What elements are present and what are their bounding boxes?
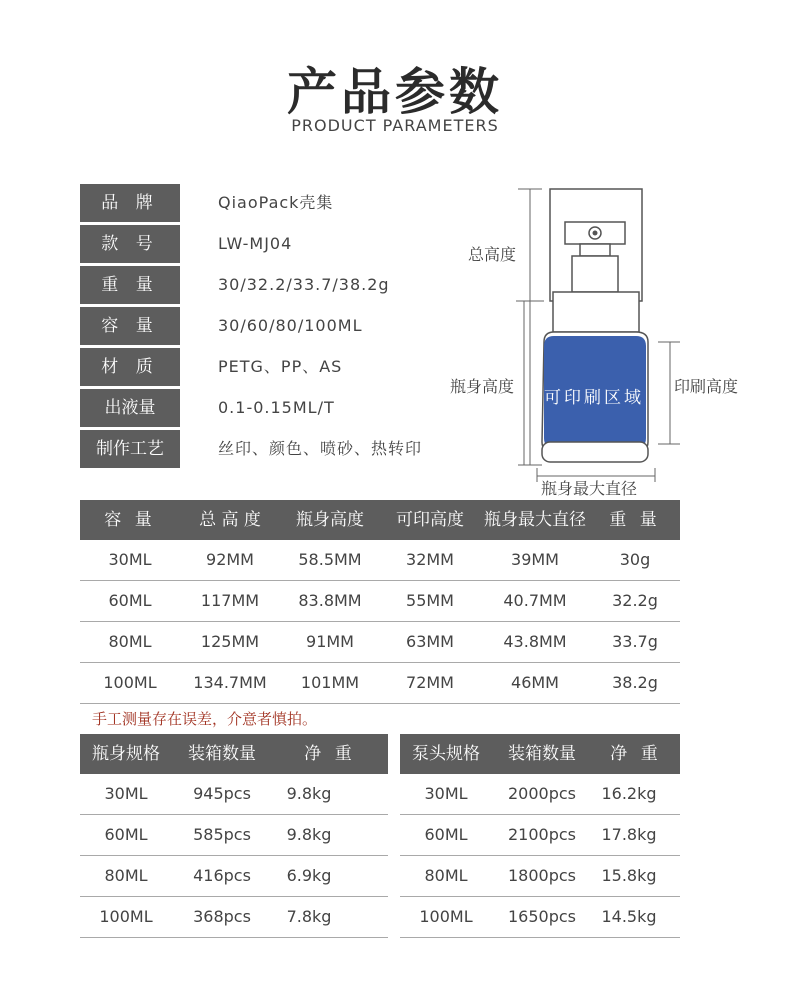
spec-label: 款 号 bbox=[80, 225, 180, 263]
bottle-diagram bbox=[440, 180, 770, 500]
table-cell: 9.8kg bbox=[286, 825, 332, 844]
table-cell: 33.7g bbox=[612, 632, 658, 651]
table-cell: 15.8kg bbox=[601, 866, 657, 885]
spec-row-model bbox=[80, 225, 440, 263]
table-cell: 80ML bbox=[104, 866, 148, 885]
column-header: 瓶身高度 bbox=[296, 510, 364, 530]
table-cell: 30ML bbox=[108, 550, 152, 569]
table-cell: 40.7MM bbox=[503, 591, 567, 610]
table-cell: 2000pcs bbox=[507, 784, 576, 803]
spec-row-material bbox=[80, 348, 440, 386]
table-cell: 32.2g bbox=[612, 591, 658, 610]
table-cell: 100ML bbox=[419, 907, 473, 926]
table-cell: 6.9kg bbox=[286, 866, 332, 885]
spec-row-output bbox=[80, 389, 440, 427]
dimension-table-header bbox=[80, 500, 680, 540]
table-cell: 72MM bbox=[406, 673, 454, 692]
table-cell: 38.2g bbox=[612, 673, 658, 692]
spec-row-process bbox=[80, 430, 440, 468]
total-height-label: 总高度 bbox=[468, 245, 517, 264]
body-height-label: 瓶身高度 bbox=[450, 377, 515, 396]
table-cell: 1800pcs bbox=[507, 866, 576, 885]
table-cell: 30ML bbox=[424, 784, 468, 803]
table-cell: 134.7MM bbox=[193, 673, 267, 692]
spec-label: 品 牌 bbox=[80, 184, 180, 222]
page-subtitle: PRODUCT PARAMETERS bbox=[291, 116, 499, 135]
column-header: 瓶身最大直径 bbox=[484, 510, 586, 530]
table-cell: 30ML bbox=[104, 784, 148, 803]
table-cell: 7.8kg bbox=[286, 907, 332, 926]
table-row bbox=[80, 622, 680, 663]
table-row bbox=[80, 815, 388, 856]
table-row bbox=[80, 663, 680, 704]
table-row bbox=[400, 774, 680, 815]
table-cell: 63MM bbox=[406, 632, 454, 651]
table-cell: 39MM bbox=[511, 550, 559, 569]
table-row bbox=[80, 774, 388, 815]
spec-row-weight bbox=[80, 266, 440, 304]
measurement-note: 手工测量存在误差，介意者慎拍。 bbox=[92, 710, 318, 728]
table-cell: 60ML bbox=[424, 825, 468, 844]
table-row bbox=[80, 540, 680, 581]
table-cell: 117MM bbox=[200, 591, 260, 610]
table-cell: 46MM bbox=[511, 673, 559, 692]
spec-value: 30/32.2/33.7/38.2g bbox=[218, 275, 390, 294]
column-header: 重 量 bbox=[609, 510, 661, 530]
spec-label: 材 质 bbox=[80, 348, 180, 386]
table-cell: 91MM bbox=[306, 632, 354, 651]
spec-label: 重 量 bbox=[80, 266, 180, 304]
table-cell: 9.8kg bbox=[286, 784, 332, 803]
spec-label: 出液量 bbox=[80, 389, 180, 427]
column-header: 净 重 bbox=[610, 744, 662, 764]
table-cell: 83.8MM bbox=[298, 591, 362, 610]
table-cell: 14.5kg bbox=[601, 907, 657, 926]
table-row bbox=[400, 897, 680, 938]
table-cell: 60ML bbox=[108, 591, 152, 610]
column-header: 装箱数量 bbox=[508, 744, 576, 764]
spec-row-capacity bbox=[80, 307, 440, 345]
table-cell: 2100pcs bbox=[507, 825, 576, 844]
column-header: 可印高度 bbox=[396, 510, 464, 530]
spec-value: LW-MJ04 bbox=[218, 234, 293, 253]
print-area-label: 可印刷区域 bbox=[544, 388, 644, 408]
table-cell: 368pcs bbox=[193, 907, 251, 926]
column-header: 总 高 度 bbox=[199, 510, 261, 530]
column-header: 净 重 bbox=[304, 744, 356, 764]
table-cell: 80ML bbox=[108, 632, 152, 651]
column-header: 装箱数量 bbox=[188, 744, 256, 764]
spec-row-brand bbox=[80, 184, 440, 222]
table-row bbox=[80, 581, 680, 622]
table-cell: 92MM bbox=[206, 550, 254, 569]
spec-value: 30/60/80/100ML bbox=[218, 316, 363, 335]
table-cell: 55MM bbox=[406, 591, 454, 610]
table-cell: 101MM bbox=[300, 673, 360, 692]
table-cell: 125MM bbox=[200, 632, 260, 651]
body-packing-header bbox=[80, 734, 388, 774]
table-cell: 32MM bbox=[406, 550, 454, 569]
print-height-label: 印刷高度 bbox=[674, 377, 739, 396]
spec-value: 0.1-0.15ML/T bbox=[218, 398, 335, 417]
spec-label: 容 量 bbox=[80, 307, 180, 345]
table-cell: 585pcs bbox=[193, 825, 251, 844]
table-cell: 17.8kg bbox=[601, 825, 657, 844]
table-row bbox=[400, 856, 680, 897]
column-header: 容 量 bbox=[104, 510, 156, 530]
table-cell: 100ML bbox=[99, 907, 153, 926]
table-cell: 416pcs bbox=[193, 866, 251, 885]
table-cell: 43.8MM bbox=[503, 632, 567, 651]
table-cell: 80ML bbox=[424, 866, 468, 885]
column-header: 泵头规格 bbox=[412, 744, 480, 764]
table-cell: 60ML bbox=[104, 825, 148, 844]
max-diameter-label: 瓶身最大直径 bbox=[541, 479, 638, 498]
spec-value: PETG、PP、AS bbox=[218, 357, 343, 376]
page-title: 产品参数 bbox=[287, 63, 503, 121]
table-row bbox=[400, 815, 680, 856]
spec-value: 丝印、颜色、喷砂、热转印 bbox=[218, 439, 423, 458]
table-cell: 16.2kg bbox=[601, 784, 657, 803]
table-cell: 30g bbox=[619, 550, 651, 569]
table-cell: 58.5MM bbox=[298, 550, 362, 569]
table-row bbox=[80, 856, 388, 897]
spec-value: QiaoPack壳集 bbox=[218, 193, 334, 212]
column-header: 瓶身规格 bbox=[92, 744, 160, 764]
table-cell: 945pcs bbox=[193, 784, 251, 803]
pump-packing-header bbox=[400, 734, 680, 774]
spec-label: 制作工艺 bbox=[80, 430, 180, 468]
bottle-illustration bbox=[440, 180, 770, 500]
table-cell: 1650pcs bbox=[507, 907, 576, 926]
table-cell: 100ML bbox=[103, 673, 157, 692]
table-row bbox=[80, 897, 388, 938]
